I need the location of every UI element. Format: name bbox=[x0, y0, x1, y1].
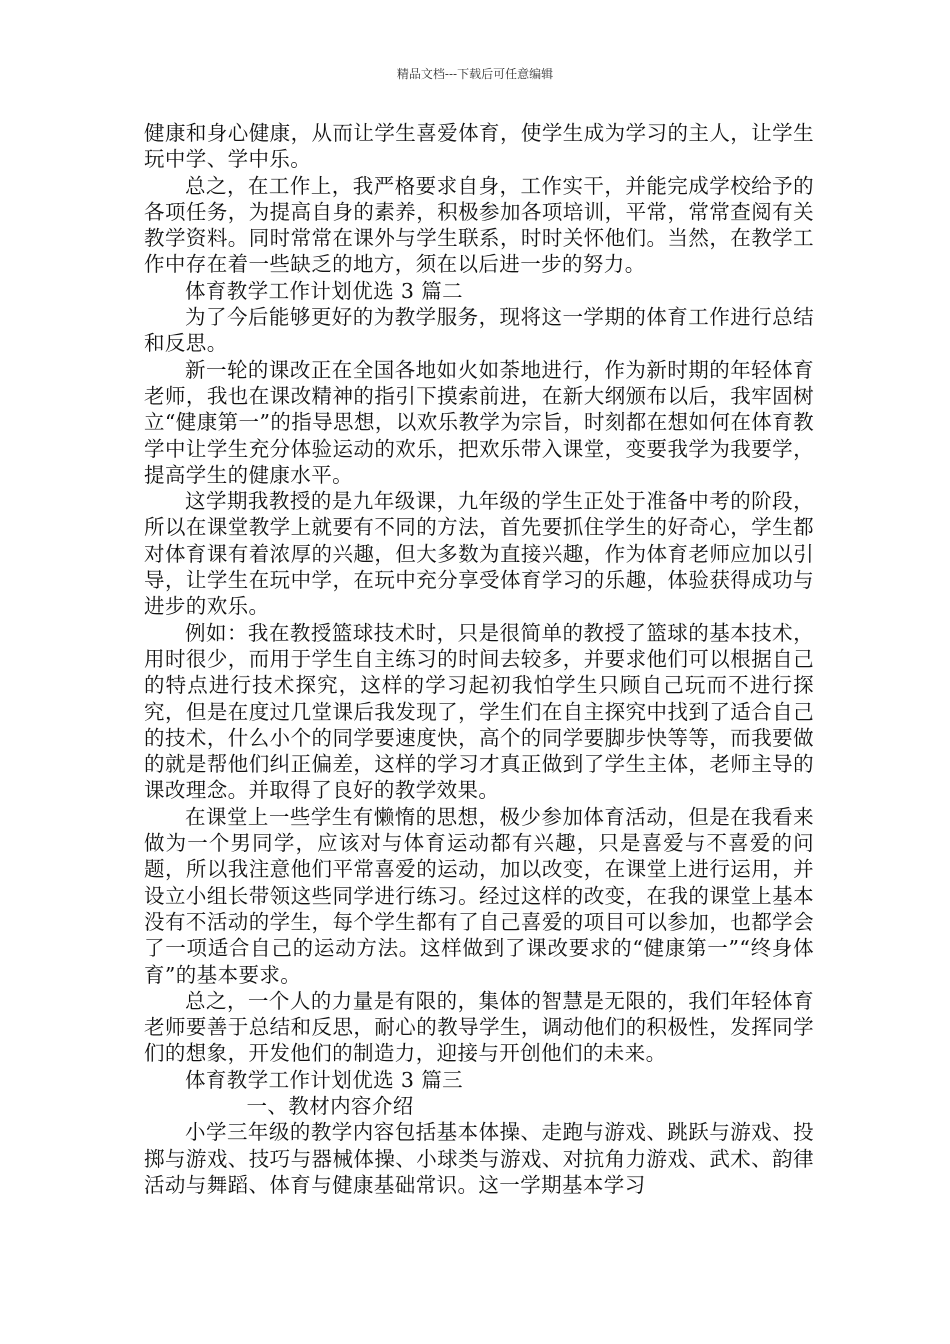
paragraph-summary-1: 总之，在工作上，我严格要求自身，工作实干，并能完成学校给予的各项任务，为提高自身的素养，积极参加各项培训，平常，常常查阅有关教学资料。同时常常在课外与学生联系，时时关怀他们。当然，在教学工作中存在着一些缺乏的地方，须在以后进一步的努力。 bbox=[144, 173, 814, 277]
paragraph-intro: 为了今后能够更好的为教学服务，现将这一学期的体育工作进行总结和反思。 bbox=[144, 305, 814, 356]
paragraph-continuation: 健康和身心健康，从而让学生喜爱体育，使学生成为学习的主人，让学生玩中学、学中乐。 bbox=[144, 121, 814, 172]
paragraph-lazy-students: 在课堂上一些学生有懒惰的思想，极少参加体育活动，但是在我看来做为一个男同学，应该对与体育运动都有兴趣，只是喜爱与不喜爱的问题，所以我注意他们平常喜爱的运动，加以改变，在课堂上进行运用，并设立小组长带领这些同学进行练习。经过这样的改变，在我的课堂上基本没有不活动的学生，每个学生都有了自己喜爱的项目可以参加，也都学会了一项适合自己的运动方法。这样做到了课改要求的“健康第一”“终身体育”的基本要求。 bbox=[144, 804, 814, 987]
subheading-teaching-content: 一、教材内容介绍 bbox=[246, 1093, 414, 1118]
paragraph-grade-three-content: 小学三年级的教学内容包括基本体操、走跑与游戏、跳跃与游戏、投掷与游戏、技巧与器械体操、小球类与游戏、对抗角力游戏、武术、韵律活动与舞蹈、体育与健康基础常识。这一学期基本学习 bbox=[144, 1120, 814, 1197]
paragraph-ninth-grade: 这学期我教授的是九年级课，九年级的学生正处于准备中考的阶段，所以在课堂教学上就要有不同的方法，首先要抓住学生的好奇心，学生都对体育课有着浓厚的兴趣，但大多数为直接兴趣，作为体育老师应加以引导，让学生在玩中学，在玩中充分享受体育学习的乐趣，体验获得成功与进步的欢乐。 bbox=[144, 489, 814, 619]
document-body bbox=[144, 120, 814, 1198]
paragraph-summary-2: 总之，一个人的力量是有限的，集体的智慧是无限的，我们年轻体育老师要善于总结和反思，耐心的教导学生，调动他们的积极性，发挥同学们的想象，开发他们的制造力，迎接与开创他们的未来。 bbox=[144, 988, 814, 1066]
section-heading-part-2: 体育教学工作计划优选 3 篇二 bbox=[185, 278, 464, 303]
section-heading-part-3: 体育教学工作计划优选 3 篇三 bbox=[185, 1067, 464, 1092]
paragraph-curriculum-reform: 新一轮的课改正在全国各地如火如荼地进行，作为新时期的年轻体育老师，我也在课改精神的指引下摸索前进，在新大纲颁布以后，我牢固树立“健康第一”的指导思想，以欢乐教学为宗旨，时刻都在想如何在体育教学中让学生充分体验运动的欢乐，把欢乐带入课堂，变要我学为我要学，提高学生的健康水平。 bbox=[144, 357, 814, 487]
page-header: 精品文档---下载后可任意编辑 bbox=[396, 67, 554, 81]
paragraph-basketball-example: 例如：我在教授篮球技术时，只是很简单的教授了篮球的基本技术，用时很少，而用于学生自主练习的时间去较多，并要求他们可以根据自己的特点进行技术探究，这样的学习起初我怕学生只顾自己玩而不进行探究，但是在度过几堂课后我发现了，学生们在自主探究中找到了适合自己的技术，什么小个的同学要速度快，高个的同学要脚步快等等，而我要做的就是帮他们纠正偏差，这样的学习才真正做到了学生主体，老师主导的课改理念。并取得了良好的教学效果。 bbox=[144, 620, 814, 803]
